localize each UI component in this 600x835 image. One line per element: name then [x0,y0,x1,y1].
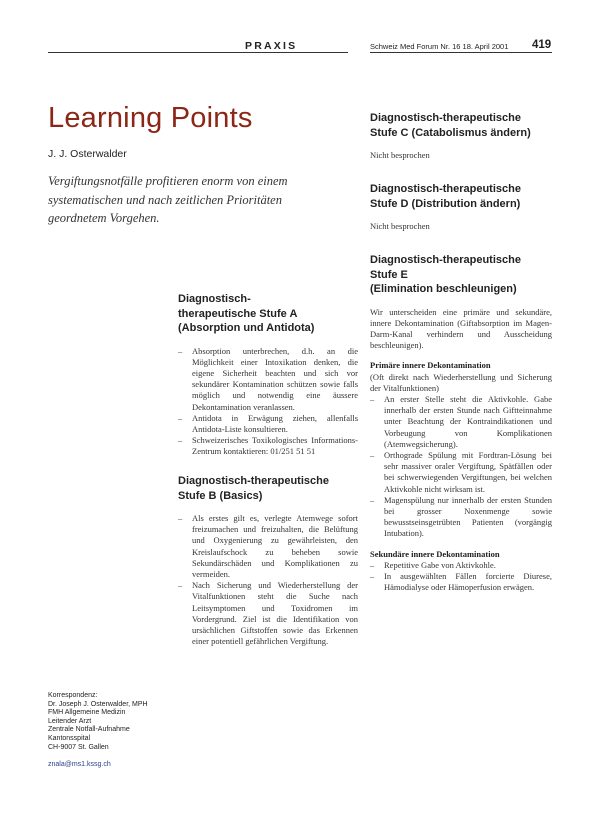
section-c-heading: Diagnostisch-therapeutische Stufe C (Catabolismus ändern) [370,112,531,139]
article-author: J. J. Osterwalder [48,148,127,160]
section-d [370,182,552,232]
article-title: Learning Points [48,102,253,134]
primary-decontamination-heading: Primäre innere Dekontamination [370,360,491,371]
section-d-text: Nicht besprochen [370,221,430,231]
list-item: – Nach Sicherung und Wiederherstellung der Vitalfunktionen steht die Suche nach Leitsymptomen und Toxidromen im Vordergrund. Ziel ist die Identifikation von ursächlichen Giftstoffen sowie das Erkennen einer potentiell gefährlichen Vergiftung. [178,580,358,647]
list-item: – Absorption unterbrechen, d.h. an die Möglichkeit einer Intoxikation denken, die eigene Sicherheit beachten und sich vor sekundärer Kontamination schützen sowie falls möglich und notwendig eine äussere Dekontamination veranlassen. [178,346,358,413]
primary-decontamination-list [370,394,552,540]
primary-decontamination-note: (Oft direkt nach Wiederherstellung und Sicherung der Vitalfunktionen) [370,371,552,393]
header-rule-right [370,52,552,53]
section-c-text: Nicht besprochen [370,150,430,160]
secondary-decontamination-heading: Sekundäre innere Dekontamination [370,548,500,559]
correspondence-label: Korrespondenz: [48,692,98,699]
section-label: PRAXIS [245,40,298,52]
list-item: – Repetitive Gabe von Aktivkohle. [370,560,552,571]
section-a [178,292,358,458]
section-e [370,253,552,593]
correspondence-line: Zentrale Notfall-Aufnahme [48,726,130,734]
correspondence [48,692,198,770]
section-b-heading: Diagnostisch-therapeutische Stufe B (Basics) [178,475,329,502]
correspondence-line: Dr. Joseph J. Osterwalder, MPH [48,700,148,708]
list-item: – Antidota in Erwägung ziehen, allenfalls Antidota-Liste konsultieren. [178,413,358,435]
section-d-heading: Diagnostisch-therapeutische Stufe D (Distribution ändern) [370,183,521,210]
list-item: – Als erstes gilt es, verlegte Atemwege sofort freizumachen und freizuhalten, die Belüftung und Oxygenierung zu gewährleisten, den Kreislaufschock zu beheben sowie Sekundärschäden und Komplikationen zu vermeiden. [178,513,358,580]
list-item: – Magenspülung nur innerhalb der ersten Stunden bei grosser Noxenmenge sowie bewusstseinsgetrübten Patienten (vorgängig Intubation). [370,495,552,540]
section-a-heading: Diagnostisch- therapeutische Stufe A (Absorption und Antidota) [178,293,315,334]
section-e-heading: Diagnostisch-therapeutische Stufe E (Elimination beschleunigen) [370,254,521,295]
section-b-list [178,513,358,647]
secondary-decontamination-list [370,560,552,594]
section-a-list [178,346,358,458]
correspondence-line: CH-9007 St. Gallen [48,743,109,751]
list-item: – Orthograde Spülung mit Fordtran-Lösung bei sehr massiver oraler Vergiftung, Spätfällen oder bei schwerwiegenden Vergiftungen, bei welchen Aktivkohle nicht wirksam ist. [370,450,552,495]
correspondence-line: Kantonsspital [48,734,91,742]
correspondence-line: Leitender Arzt [48,717,92,725]
list-item: – An erster Stelle steht die Aktivkohle. Gabe innerhalb der ersten Stunde nach Giftteinnahme unter Beachtung der Kontraindikationen und Vorbeugung von Komplikationen (Atemwegsicherung). [370,394,552,450]
header-rule-left [48,52,348,53]
page-number: 419 [532,39,552,51]
article-lead: Vergiftungsnotfälle profitieren enorm von einem systematischen und nach zeitlichen Prioritäten geordnetem Vorgehen. [48,174,288,225]
journal-citation: Schweiz Med Forum Nr. 16 18. April 2001 [370,42,509,51]
correspondence-line: FMH Allgemeine Medizin [48,709,126,717]
section-b [178,474,358,647]
list-item: – In ausgewählten Fällen forcierte Diurese, Hämodialyse oder Hämoperfusion erwägen. [370,571,552,593]
list-item: – Schweizerisches Toxikologisches Informations-Zentrum kontaktieren: 01/251 51 51 [178,435,358,457]
section-e-intro: Wir unterscheiden eine primäre und sekundäre, innere Dekontamination (Giftabsorption im Magen-Darm-Kanal verhindern und Ausscheidung beschleunigen). [370,306,552,351]
section-c [370,111,552,161]
email-link[interactable]: znala@ms1.kssg.ch [48,761,111,769]
